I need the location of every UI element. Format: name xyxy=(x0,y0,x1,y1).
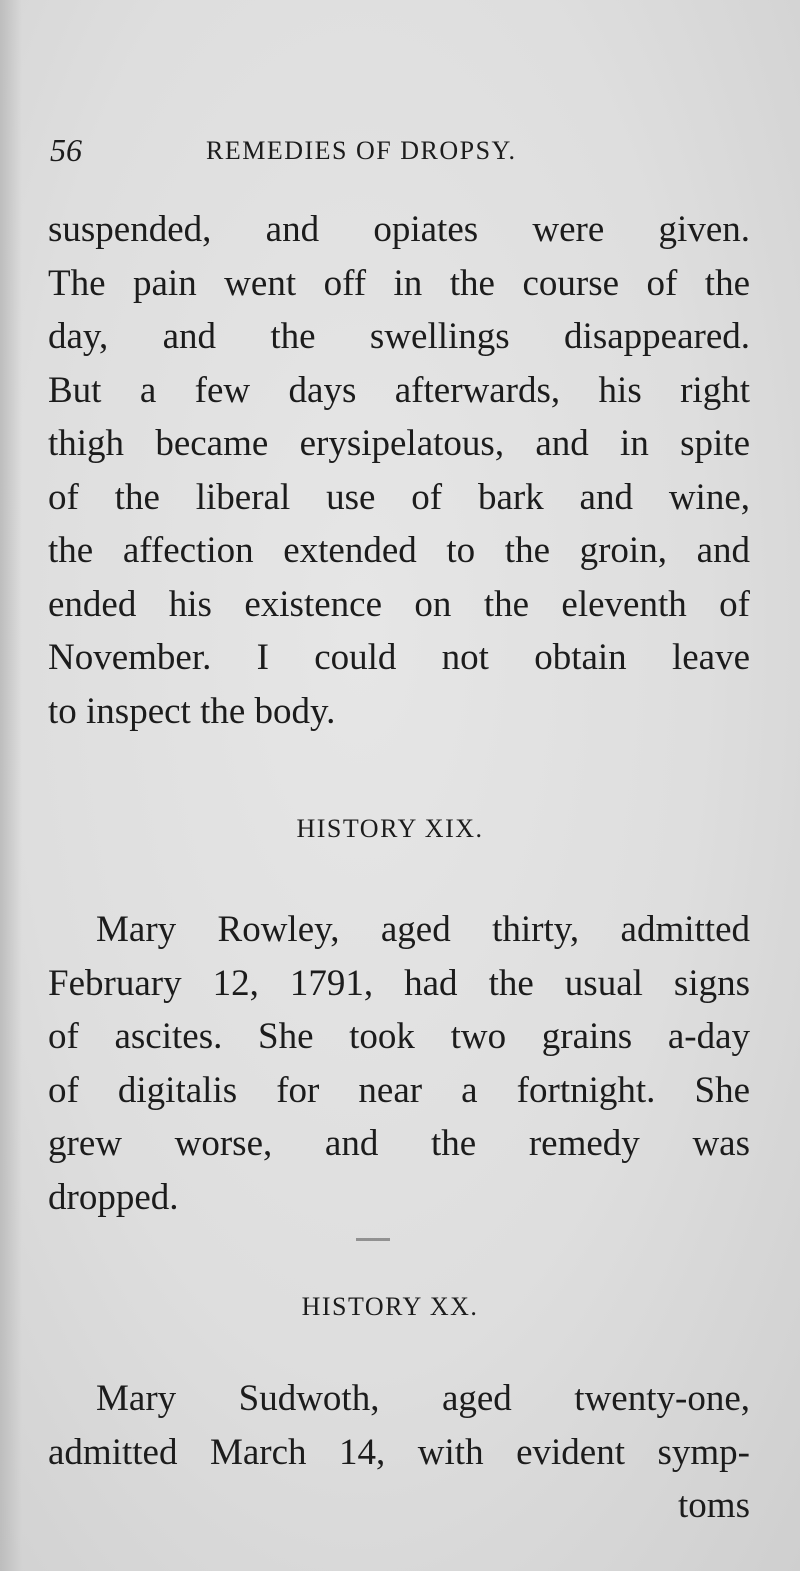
history-20-heading: HISTORY XX. xyxy=(301,1292,479,1321)
page-number: 56 xyxy=(50,132,82,168)
text-line: of ascites. She took two grains a-day xyxy=(48,1016,750,1057)
text-line: Mary Sudwoth, aged twenty-one, xyxy=(96,1378,750,1419)
text-line: to inspect the body. xyxy=(48,690,336,732)
text-line: November. I could not obtain leave xyxy=(48,637,750,678)
text-line: Mary Rowley, aged thirty, admitted xyxy=(96,909,750,950)
history-19-heading: HISTORY XIX. xyxy=(296,814,484,843)
text-line: dropped. xyxy=(48,1176,179,1218)
text-line: of the liberal use of bark and wine, xyxy=(48,476,750,518)
text-line: February 12, 1791, had the usual signs xyxy=(48,962,750,1004)
text-line: But a few days afterwards, his right xyxy=(48,369,750,411)
history-19-paragraph xyxy=(48,903,750,1224)
text-line: suspended, and opiates were given. xyxy=(48,209,750,250)
catchword: toms xyxy=(678,1485,750,1526)
text-line: admitted March 14, with evident symp- xyxy=(48,1431,750,1473)
running-head xyxy=(50,132,770,172)
text-line: of digitalis for near a fortnight. She xyxy=(48,1069,750,1111)
text-line: ended his existence on the eleventh of xyxy=(48,583,750,625)
history-20-paragraph xyxy=(48,1372,750,1533)
text-line: day, and the swellings disappeared. xyxy=(48,316,750,357)
text-line: grew worse, and the remedy was xyxy=(48,1123,750,1164)
running-title: REMEDIES OF DROPSY. xyxy=(206,136,517,165)
text-line: thigh became erysipelatous, and in spite xyxy=(48,423,750,464)
paragraph-continued xyxy=(48,203,750,738)
text-line: The pain went off in the course of the xyxy=(48,262,750,304)
text-line: the affection extended to the groin, and xyxy=(48,530,750,571)
page-edge-shadow xyxy=(0,0,22,1571)
section-rule xyxy=(356,1238,390,1241)
